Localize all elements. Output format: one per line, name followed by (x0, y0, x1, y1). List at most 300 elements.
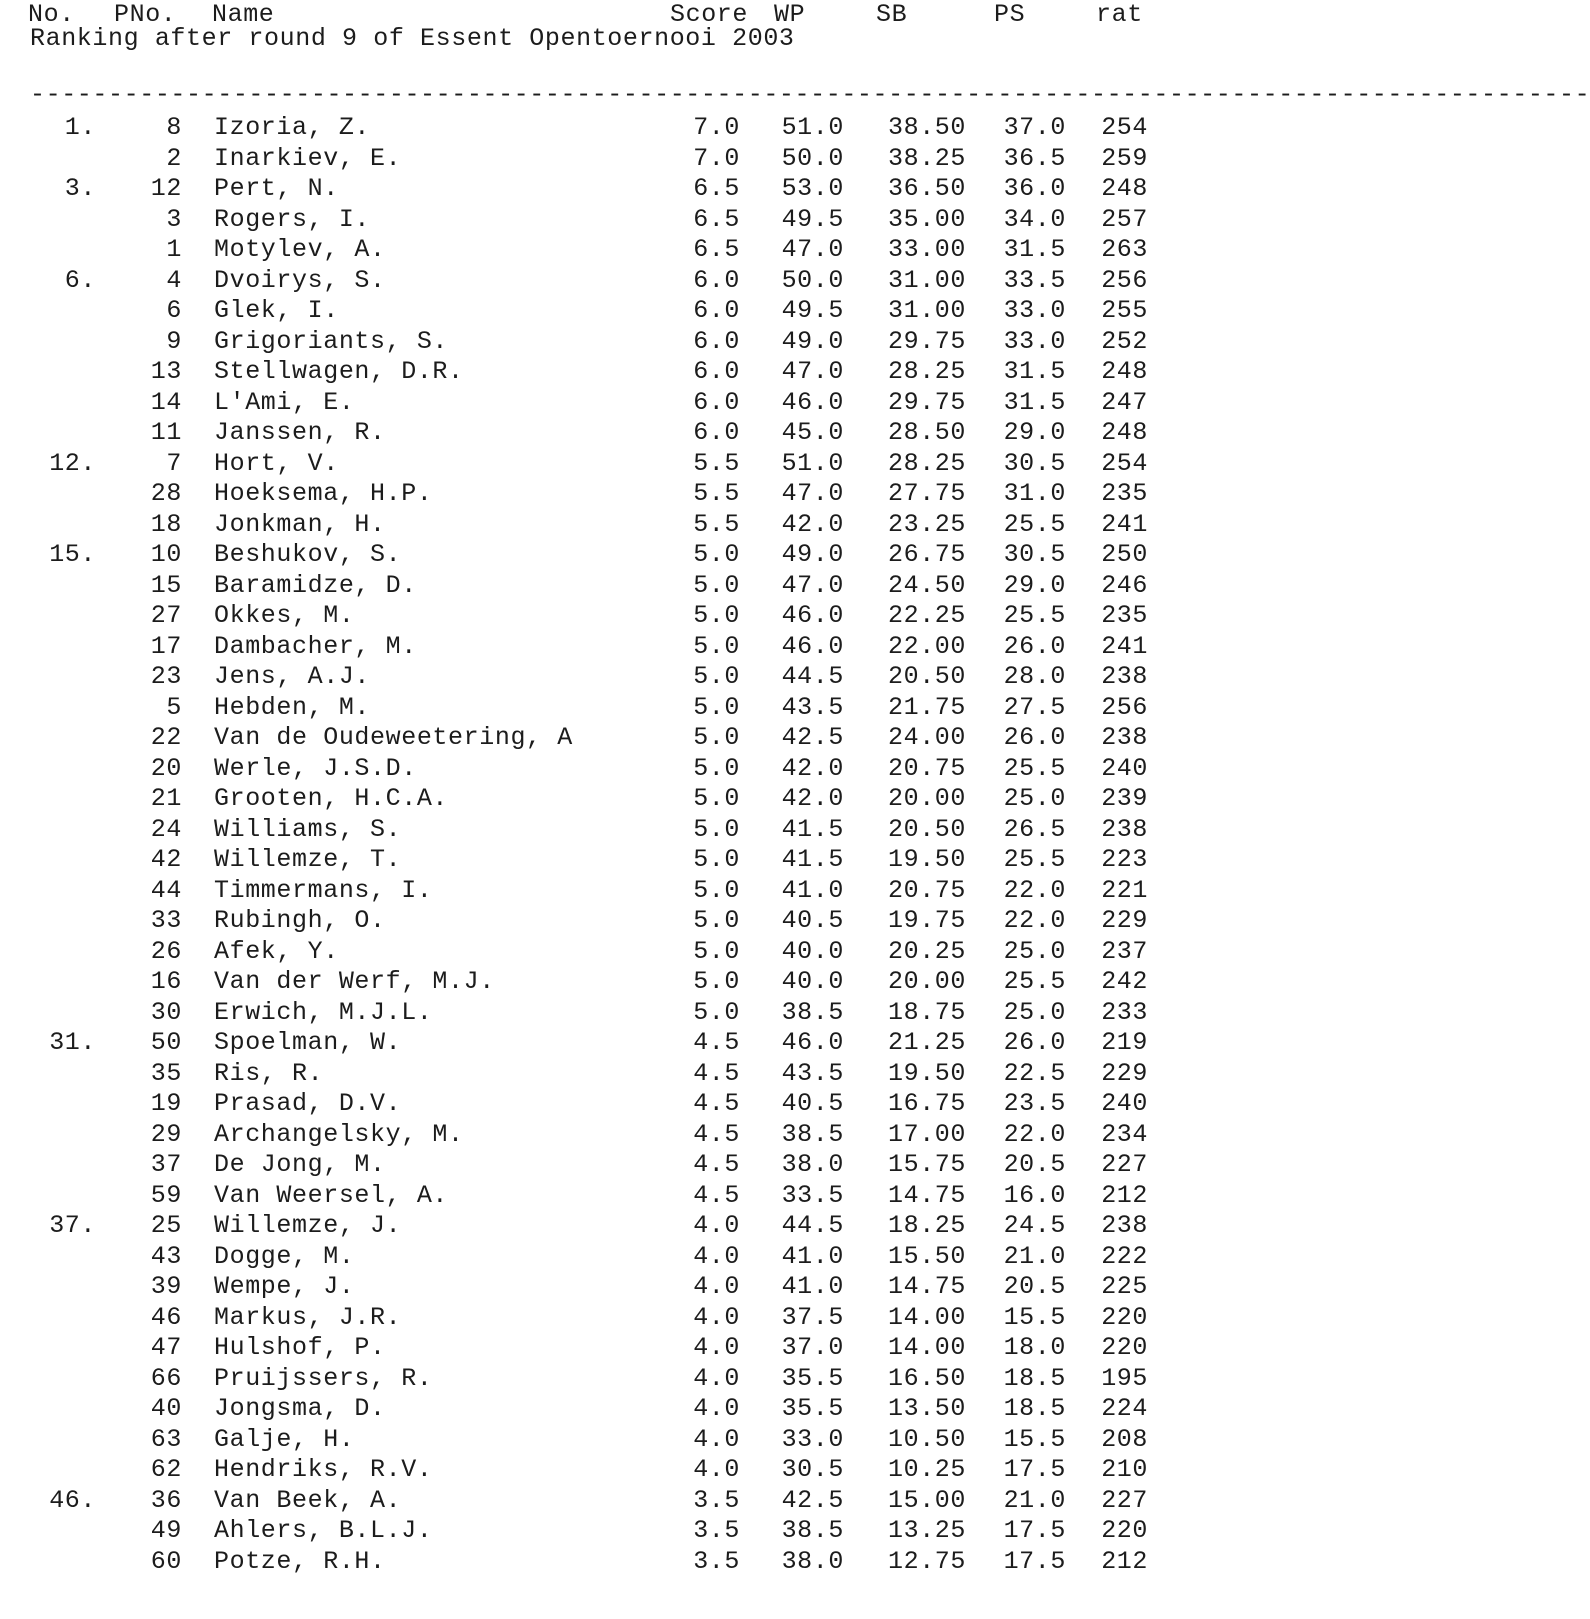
cell-rat: 210 (1101, 1455, 1148, 1484)
table-row (0, 1150, 1200, 1181)
cell-pno: 1 (166, 235, 182, 264)
cell-rat: 240 (1101, 753, 1148, 783)
cell-name: Van de Oudeweetering, A (214, 723, 573, 752)
cell-name: Dogge, M. (214, 1241, 355, 1271)
cell-wp: 51.0 (781, 113, 844, 142)
cell-wp: 51.0 (781, 448, 844, 478)
cell-score: 4.0 (693, 1363, 740, 1393)
cell-rat: 257 (1101, 204, 1148, 234)
cell-score: 5.0 (693, 936, 740, 966)
cell-sb: 18.25 (887, 1211, 966, 1240)
table-row (0, 1089, 1200, 1120)
table-row (0, 937, 1200, 968)
cell-name: Dvoirys, S. (214, 265, 386, 295)
table-row (0, 876, 1200, 907)
cell-ps: 31.5 (1003, 387, 1066, 417)
cell-pno: 60 (150, 1546, 182, 1576)
cell-pno: 44 (150, 875, 182, 905)
cell-rat: 248 (1101, 174, 1148, 203)
cell-pno: 10 (150, 540, 182, 569)
header-pno: PNo. (114, 0, 177, 29)
cell-no: 37. (49, 1211, 96, 1240)
cell-wp: 38.0 (781, 1546, 844, 1576)
cell-pno: 22 (150, 723, 182, 752)
cell-rat: 256 (1101, 692, 1148, 722)
cell-score: 6.0 (693, 387, 740, 417)
cell-name: Spoelman, W. (214, 1028, 402, 1057)
cell-pno: 50 (150, 1028, 182, 1057)
cell-score: 5.0 (693, 967, 740, 996)
cell-name: Grooten, H.C.A. (214, 784, 449, 813)
cell-ps: 22.5 (1003, 1058, 1066, 1088)
cell-rat: 240 (1101, 1089, 1148, 1118)
cell-name: Potze, R.H. (214, 1546, 386, 1576)
cell-wp: 37.0 (781, 1333, 844, 1362)
cell-pno: 23 (150, 662, 182, 691)
table-row (0, 174, 1200, 205)
cell-name: Jongsma, D. (214, 1394, 386, 1423)
cell-sb: 20.50 (887, 814, 966, 844)
cell-name: Pert, N. (214, 174, 339, 203)
cell-pno: 18 (150, 509, 182, 539)
table-row (0, 723, 1200, 754)
cell-sb: 13.50 (887, 1394, 966, 1423)
cell-pno: 43 (150, 1241, 182, 1271)
cell-score: 4.0 (693, 1455, 740, 1484)
cell-rat: 220 (1101, 1333, 1148, 1362)
cell-score: 5.0 (693, 814, 740, 844)
cell-rat: 229 (1101, 1058, 1148, 1088)
cell-pno: 30 (150, 997, 182, 1027)
cell-pno: 8 (166, 113, 182, 142)
table-row (0, 784, 1200, 815)
cell-pno: 46 (150, 1302, 182, 1332)
cell-name: Stellwagen, D.R. (214, 357, 464, 386)
cell-rat: 221 (1101, 875, 1148, 905)
table-row (0, 1272, 1200, 1303)
cell-ps: 33.0 (1003, 326, 1066, 356)
cell-score: 5.0 (693, 631, 740, 661)
cell-ps: 37.0 (1003, 113, 1066, 142)
cell-name: Willemze, J. (214, 1211, 402, 1240)
cell-sb: 15.50 (887, 1241, 966, 1271)
cell-sb: 19.50 (887, 845, 966, 874)
cell-ps: 36.0 (1003, 174, 1066, 203)
cell-wp: 42.0 (781, 753, 844, 783)
cell-wp: 40.0 (781, 936, 844, 966)
cell-score: 4.5 (693, 1119, 740, 1149)
cell-score: 5.5 (693, 509, 740, 539)
cell-ps: 25.5 (1003, 967, 1066, 996)
cell-wp: 53.0 (781, 174, 844, 203)
cell-pno: 42 (150, 845, 182, 874)
cell-name: Inarkiev, E. (214, 143, 402, 173)
cell-sb: 20.25 (887, 936, 966, 966)
cell-pno: 4 (166, 265, 182, 295)
cell-sb: 16.50 (887, 1363, 966, 1393)
table-row (0, 906, 1200, 937)
ranking-table (0, 113, 1200, 1577)
cell-score: 6.5 (693, 204, 740, 234)
table-row (0, 1394, 1200, 1425)
cell-name: L'Ami, E. (214, 387, 355, 417)
cell-score: 4.0 (693, 1241, 740, 1271)
cell-wp: 35.5 (781, 1394, 844, 1423)
cell-sb: 38.25 (887, 143, 966, 173)
cell-rat: 254 (1101, 448, 1148, 478)
cell-wp: 49.0 (781, 540, 844, 569)
cell-wp: 41.0 (781, 875, 844, 905)
table-row (0, 205, 1200, 236)
cell-ps: 31.5 (1003, 235, 1066, 264)
table-row (0, 601, 1200, 632)
table-row (0, 357, 1200, 388)
cell-wp: 33.5 (781, 1180, 844, 1210)
cell-no: 12. (49, 448, 96, 478)
cell-wp: 38.0 (781, 1150, 844, 1179)
cell-ps: 33.5 (1003, 265, 1066, 295)
cell-name: Willemze, T. (214, 845, 402, 874)
cell-sb: 28.50 (887, 418, 966, 447)
cell-name: Van der Werf, M.J. (214, 967, 495, 996)
table-row (0, 510, 1200, 541)
cell-rat: 247 (1101, 387, 1148, 417)
cell-sb: 15.75 (887, 1150, 966, 1179)
cell-sb: 23.25 (887, 509, 966, 539)
cell-score: 6.5 (693, 235, 740, 264)
cell-wp: 40.5 (781, 906, 844, 935)
cell-pno: 35 (150, 1058, 182, 1088)
table-row (0, 1455, 1200, 1486)
cell-sb: 20.00 (887, 784, 966, 813)
cell-score: 5.0 (693, 997, 740, 1027)
table-row (0, 388, 1200, 419)
cell-pno: 27 (150, 601, 182, 630)
cell-score: 5.0 (693, 723, 740, 752)
cell-ps: 25.5 (1003, 509, 1066, 539)
cell-wp: 30.5 (781, 1455, 844, 1484)
cell-rat: 224 (1101, 1394, 1148, 1423)
cell-rat: 219 (1101, 1028, 1148, 1057)
cell-score: 4.5 (693, 1150, 740, 1179)
cell-rat: 227 (1101, 1485, 1148, 1515)
table-row (0, 266, 1200, 297)
cell-sb: 31.00 (887, 296, 966, 325)
cell-score: 4.0 (693, 1302, 740, 1332)
cell-wp: 33.0 (781, 1424, 844, 1454)
table-row (0, 693, 1200, 724)
cell-name: Baramidze, D. (214, 570, 417, 600)
cell-wp: 42.0 (781, 784, 844, 813)
cell-sb: 38.50 (887, 113, 966, 142)
cell-name: De Jong, M. (214, 1150, 386, 1179)
cell-rat: 212 (1101, 1180, 1148, 1210)
cell-wp: 47.0 (781, 357, 844, 386)
cell-ps: 27.5 (1003, 692, 1066, 722)
cell-ps: 36.5 (1003, 143, 1066, 173)
cell-rat: 256 (1101, 265, 1148, 295)
table-row (0, 1425, 1200, 1456)
cell-ps: 25.5 (1003, 601, 1066, 630)
cell-wp: 38.5 (781, 1516, 844, 1545)
cell-ps: 25.0 (1003, 997, 1066, 1027)
table-row (0, 1547, 1200, 1578)
cell-rat: 235 (1101, 479, 1148, 508)
cell-rat: 242 (1101, 967, 1148, 996)
cell-rat: 227 (1101, 1150, 1148, 1179)
cell-ps: 17.5 (1003, 1546, 1066, 1576)
cell-score: 4.5 (693, 1028, 740, 1057)
cell-wp: 46.0 (781, 601, 844, 630)
table-row (0, 1181, 1200, 1212)
table-row (0, 296, 1200, 327)
cell-score: 6.0 (693, 296, 740, 325)
cell-score: 4.0 (693, 1211, 740, 1240)
cell-rat: 235 (1101, 601, 1148, 630)
cell-score: 6.5 (693, 174, 740, 203)
cell-sb: 14.75 (887, 1272, 966, 1301)
cell-rat: 241 (1101, 631, 1148, 661)
cell-pno: 36 (150, 1485, 182, 1515)
cell-wp: 49.0 (781, 326, 844, 356)
cell-wp: 45.0 (781, 418, 844, 447)
cell-sb: 27.75 (887, 479, 966, 508)
cell-ps: 25.0 (1003, 784, 1066, 813)
cell-ps: 22.0 (1003, 1119, 1066, 1149)
cell-pno: 13 (150, 357, 182, 386)
cell-name: Hort, V. (214, 448, 339, 478)
cell-rat: 195 (1101, 1363, 1148, 1393)
cell-sb: 20.75 (887, 875, 966, 905)
cell-name: Grigoriants, S. (214, 326, 449, 356)
cell-ps: 17.5 (1003, 1455, 1066, 1484)
cell-pno: 17 (150, 631, 182, 661)
cell-rat: 239 (1101, 784, 1148, 813)
table-row (0, 1211, 1200, 1242)
table-row (0, 235, 1200, 266)
cell-score: 6.0 (693, 265, 740, 295)
header-ps: PS (994, 0, 1026, 29)
cell-sb: 18.75 (887, 997, 966, 1027)
cell-score: 5.0 (693, 570, 740, 600)
cell-ps: 18.0 (1003, 1333, 1066, 1362)
cell-ps: 26.5 (1003, 814, 1066, 844)
cell-no: 6. (64, 265, 96, 295)
header-score: Score (670, 0, 749, 29)
cell-wp: 37.5 (781, 1302, 844, 1332)
table-row (0, 1028, 1200, 1059)
cell-ps: 29.0 (1003, 418, 1066, 447)
cell-ps: 18.5 (1003, 1394, 1066, 1423)
cell-rat: 255 (1101, 296, 1148, 325)
cell-rat: 263 (1101, 235, 1148, 264)
cell-name: Pruijssers, R. (214, 1363, 433, 1393)
cell-wp: 44.5 (781, 1211, 844, 1240)
cell-score: 6.0 (693, 326, 740, 356)
table-row (0, 571, 1200, 602)
cell-score: 5.5 (693, 479, 740, 508)
cell-rat: 233 (1101, 997, 1148, 1027)
cell-name: Werle, J.S.D. (214, 753, 417, 783)
header-wp: WP (774, 0, 806, 29)
cell-pno: 24 (150, 814, 182, 844)
cell-wp: 41.5 (781, 845, 844, 874)
cell-sb: 20.00 (887, 967, 966, 996)
cell-wp: 40.5 (781, 1089, 844, 1118)
cell-score: 4.5 (693, 1180, 740, 1210)
cell-rat: 238 (1101, 1211, 1148, 1240)
cell-name: Izoria, Z. (214, 113, 371, 142)
cell-name: Rogers, I. (214, 204, 371, 234)
cell-pno: 62 (150, 1455, 182, 1484)
table-row (0, 1516, 1200, 1547)
cell-wp: 47.0 (781, 235, 844, 264)
cell-rat: 238 (1101, 814, 1148, 844)
cell-wp: 47.0 (781, 479, 844, 508)
cell-pno: 63 (150, 1424, 182, 1454)
cell-name: Wempe, J. (214, 1272, 355, 1301)
cell-ps: 25.5 (1003, 845, 1066, 874)
cell-ps: 25.0 (1003, 936, 1066, 966)
cell-ps: 21.0 (1003, 1241, 1066, 1271)
cell-wp: 40.0 (781, 967, 844, 996)
header-sb: SB (876, 0, 908, 29)
cell-name: Erwich, M.J.L. (214, 997, 433, 1027)
cell-name: Hoeksema, H.P. (214, 479, 433, 508)
cell-ps: 25.5 (1003, 753, 1066, 783)
cell-ps: 15.5 (1003, 1424, 1066, 1454)
cell-name: Williams, S. (214, 814, 402, 844)
cell-rat: 250 (1101, 540, 1148, 569)
cell-rat: 220 (1101, 1516, 1148, 1545)
header-divider: ---------------------------------------------------------------------------------------------------- (30, 80, 1590, 109)
cell-score: 7.0 (693, 113, 740, 142)
cell-wp: 42.0 (781, 509, 844, 539)
cell-ps: 28.0 (1003, 662, 1066, 691)
cell-no: 31. (49, 1028, 96, 1057)
cell-sb: 12.75 (887, 1546, 966, 1576)
table-row (0, 845, 1200, 876)
cell-pno: 25 (150, 1211, 182, 1240)
cell-sb: 16.75 (887, 1089, 966, 1118)
cell-pno: 49 (150, 1516, 182, 1545)
cell-ps: 20.5 (1003, 1150, 1066, 1179)
cell-ps: 22.0 (1003, 906, 1066, 935)
cell-wp: 47.0 (781, 570, 844, 600)
cell-score: 5.0 (693, 753, 740, 783)
table-row (0, 998, 1200, 1029)
cell-pno: 66 (150, 1363, 182, 1393)
cell-rat: 252 (1101, 326, 1148, 356)
cell-score: 4.0 (693, 1394, 740, 1423)
cell-sb: 35.00 (887, 204, 966, 234)
cell-score: 4.0 (693, 1272, 740, 1301)
cell-name: Afek, Y. (214, 936, 339, 966)
cell-sb: 13.25 (887, 1516, 966, 1545)
cell-sb: 14.00 (887, 1333, 966, 1362)
cell-rat: 223 (1101, 845, 1148, 874)
cell-pno: 14 (150, 387, 182, 417)
cell-ps: 30.5 (1003, 540, 1066, 569)
cell-ps: 15.5 (1003, 1302, 1066, 1332)
cell-ps: 26.0 (1003, 631, 1066, 661)
cell-pno: 5 (166, 692, 182, 722)
table-row (0, 1486, 1200, 1517)
cell-name: Motylev, A. (214, 235, 386, 264)
cell-pno: 20 (150, 753, 182, 783)
cell-pno: 12 (150, 174, 182, 203)
cell-ps: 18.5 (1003, 1363, 1066, 1393)
table-row (0, 1333, 1200, 1364)
cell-pno: 15 (150, 570, 182, 600)
table-row (0, 327, 1200, 358)
cell-sb: 15.00 (887, 1485, 966, 1515)
cell-sb: 24.00 (887, 723, 966, 752)
cell-name: Rubingh, O. (214, 906, 386, 935)
cell-name: Timmermans, I. (214, 875, 433, 905)
table-row (0, 1120, 1200, 1151)
cell-score: 5.0 (693, 845, 740, 874)
cell-sb: 20.75 (887, 753, 966, 783)
table-row (0, 479, 1200, 510)
cell-pno: 16 (150, 967, 182, 996)
cell-sb: 22.00 (887, 631, 966, 661)
cell-sb: 10.50 (887, 1424, 966, 1454)
cell-score: 6.0 (693, 418, 740, 447)
table-row (0, 1242, 1200, 1273)
header-name: Name (212, 0, 275, 29)
cell-rat: 248 (1101, 418, 1148, 447)
cell-sb: 21.75 (887, 692, 966, 722)
cell-sb: 17.00 (887, 1119, 966, 1149)
cell-ps: 17.5 (1003, 1516, 1066, 1545)
table-row (0, 540, 1200, 571)
cell-sb: 28.25 (887, 357, 966, 386)
cell-name: Beshukov, S. (214, 540, 402, 569)
cell-sb: 22.25 (887, 601, 966, 630)
cell-pno: 37 (150, 1150, 182, 1179)
cell-rat: 238 (1101, 662, 1148, 691)
cell-no: 15. (49, 540, 96, 569)
cell-sb: 33.00 (887, 235, 966, 264)
cell-wp: 49.5 (781, 204, 844, 234)
cell-pno: 39 (150, 1272, 182, 1301)
cell-score: 5.0 (693, 662, 740, 691)
cell-pno: 59 (150, 1180, 182, 1210)
cell-score: 5.0 (693, 875, 740, 905)
cell-wp: 41.5 (781, 814, 844, 844)
cell-no: 3. (64, 174, 96, 203)
cell-sb: 26.75 (887, 540, 966, 569)
cell-ps: 21.0 (1003, 1485, 1066, 1515)
cell-rat: 225 (1101, 1272, 1148, 1301)
cell-name: Glek, I. (214, 296, 339, 325)
cell-sb: 29.75 (887, 326, 966, 356)
cell-pno: 40 (150, 1394, 182, 1423)
cell-score: 5.0 (693, 784, 740, 813)
cell-name: Janssen, R. (214, 418, 386, 447)
cell-sb: 10.25 (887, 1455, 966, 1484)
cell-sb: 14.75 (887, 1180, 966, 1210)
cell-rat: 237 (1101, 936, 1148, 966)
cell-pno: 19 (150, 1089, 182, 1118)
cell-score: 3.5 (693, 1546, 740, 1576)
cell-rat: 248 (1101, 357, 1148, 386)
table-row (0, 967, 1200, 998)
cell-wp: 42.5 (781, 723, 844, 752)
cell-sb: 21.25 (887, 1028, 966, 1057)
cell-pno: 6 (166, 296, 182, 325)
